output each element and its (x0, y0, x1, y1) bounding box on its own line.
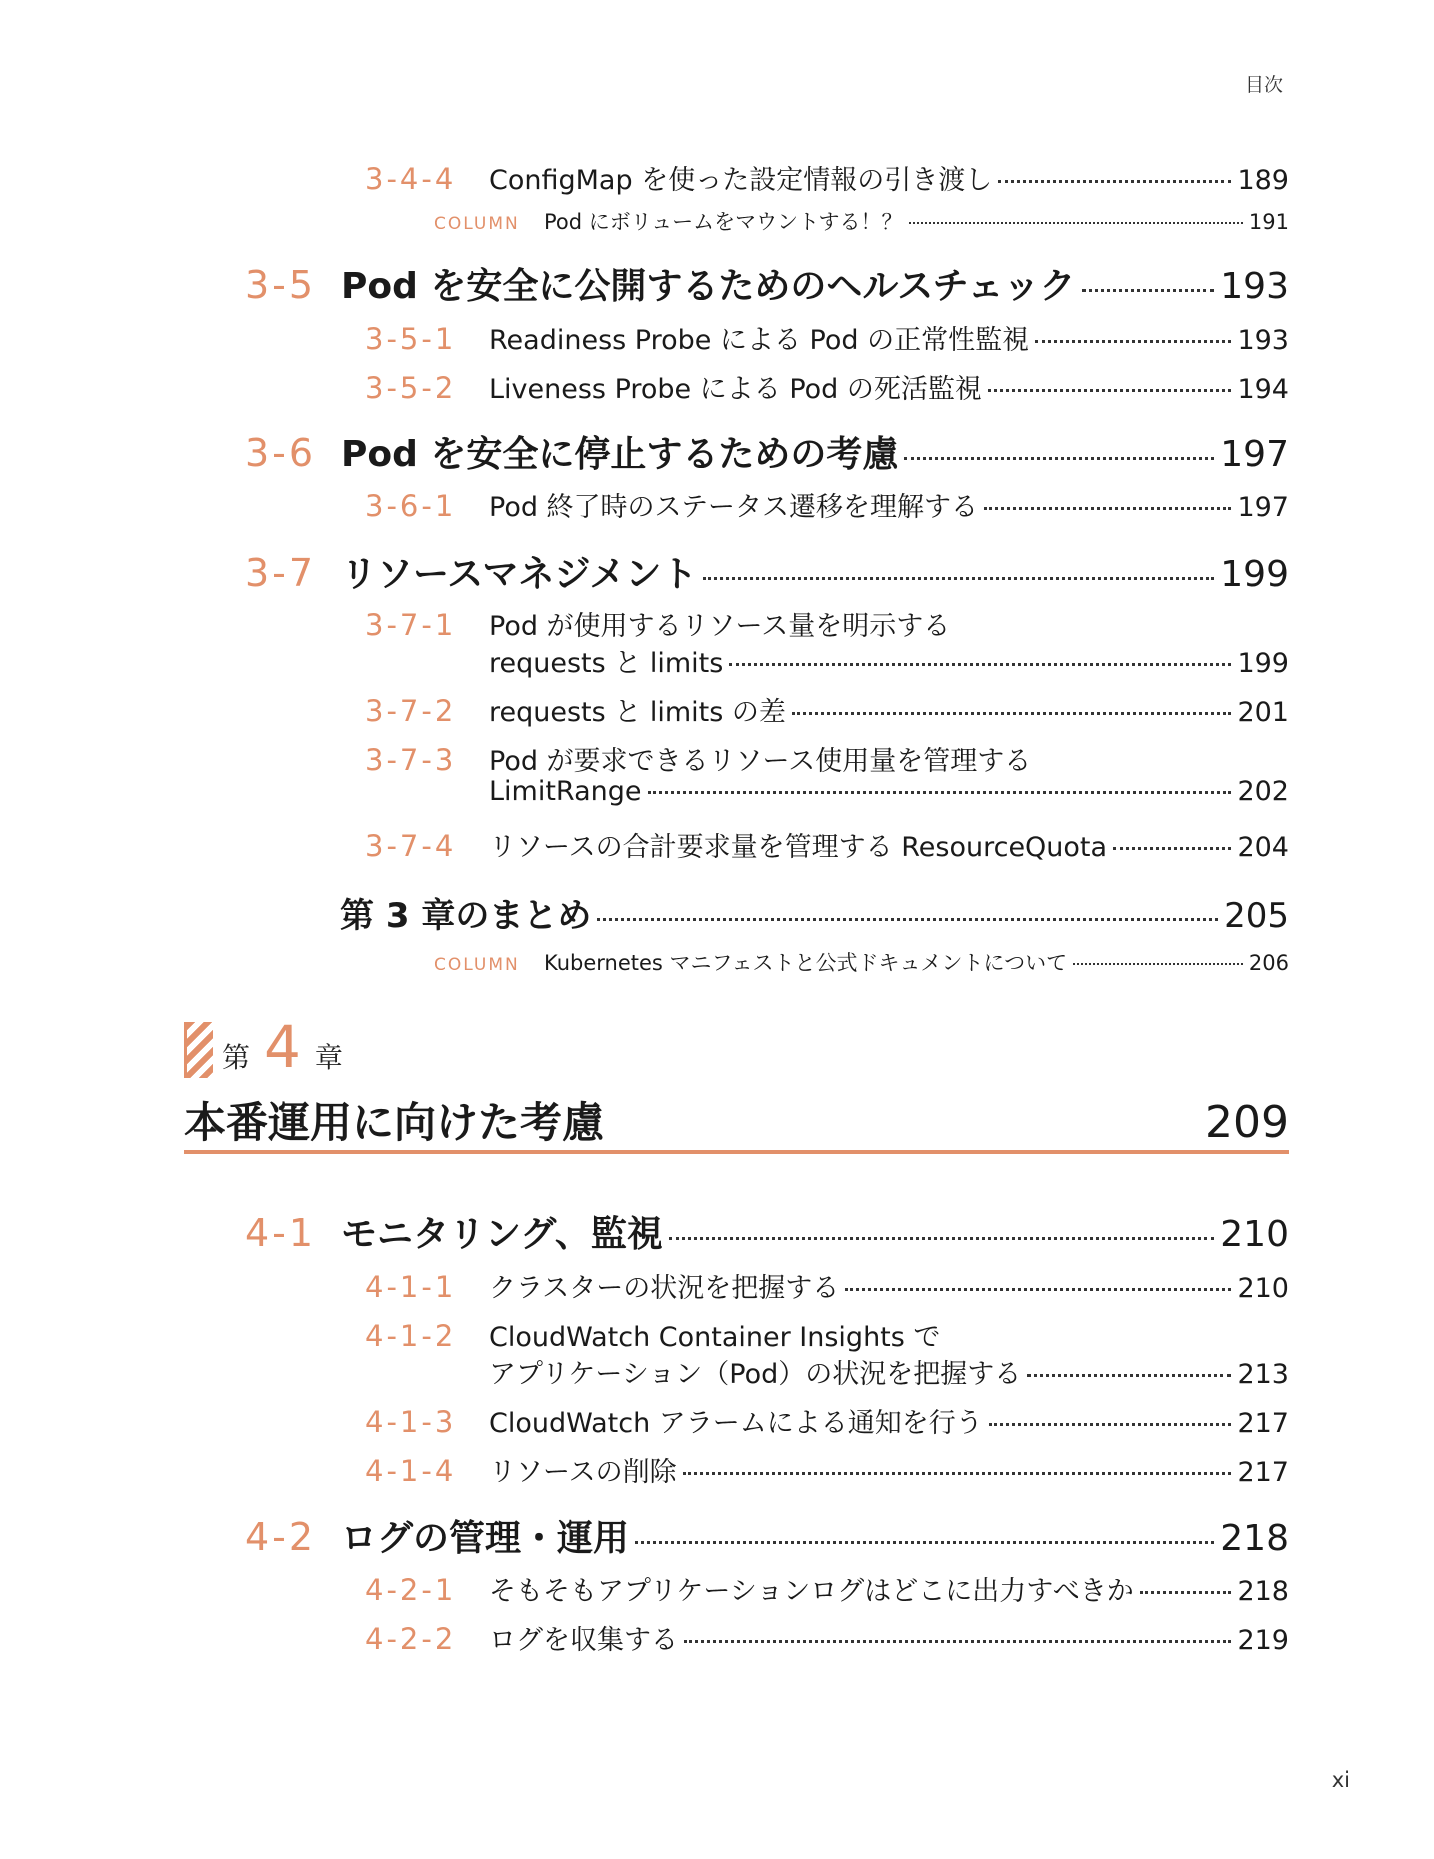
section-page: 199 (1220, 554, 1289, 595)
chapter-stripe-icon (184, 1022, 213, 1078)
entry-page: 194 (1237, 374, 1289, 405)
toc-entry-first-line[interactable] (365, 739, 1289, 778)
toc-section[interactable] (245, 1206, 1289, 1257)
dot-leader (729, 663, 1231, 666)
dot-leader (684, 1640, 1231, 1643)
entry-page: 191 (1248, 210, 1289, 234)
dot-leader (1113, 847, 1231, 850)
entry-number: 3-5-1 (365, 322, 457, 356)
entry-page: 206 (1248, 951, 1289, 975)
entry-title-continued: requests と limits (489, 648, 724, 679)
dot-leader (909, 222, 1243, 224)
column-label: COLUMN (434, 955, 520, 975)
dot-leader (792, 712, 1232, 715)
toc-entry[interactable] (365, 1450, 1289, 1489)
entry-page: 219 (1237, 1625, 1289, 1656)
entry-number: 4-2-2 (365, 1622, 457, 1656)
entry-title: requests と limits の差 (489, 697, 786, 728)
dot-leader (998, 180, 1231, 183)
dot-leader (683, 1472, 1232, 1475)
column-entry[interactable] (434, 206, 1289, 236)
entry-number: 4-1-3 (365, 1405, 457, 1439)
toc-section[interactable] (245, 258, 1289, 309)
toc-entry[interactable] (365, 1618, 1289, 1657)
entry-number: 3-7-2 (365, 694, 457, 728)
section-title: Pod を安全に停止するための考慮 (341, 434, 899, 475)
entry-number: 3-7-3 (365, 743, 457, 777)
toc-entry[interactable] (365, 158, 1289, 197)
entry-number: 4-1-1 (365, 1270, 457, 1304)
toc-entry[interactable] (365, 1266, 1289, 1305)
entry-number: 4-2-1 (365, 1573, 457, 1607)
section-number: 4-2 (245, 1515, 317, 1559)
entry-title: CloudWatch Container Insights で (489, 1322, 941, 1353)
entry-title: Liveness Probe による Pod の死活監視 (489, 374, 982, 405)
entry-title: そもそもアプリケーションログはどこに出力すべきか (489, 1576, 1134, 1607)
toc-entry-second-line[interactable] (489, 641, 1289, 680)
toc-entry[interactable] (365, 367, 1289, 406)
entry-title: CloudWatch アラームによる通知を行う (489, 1408, 983, 1439)
toc-entry[interactable] (365, 1401, 1289, 1440)
entry-number: 3-6-1 (365, 489, 457, 523)
dot-leader (648, 791, 1232, 794)
entry-title: クラスターの状況を把握する (489, 1273, 840, 1304)
entry-title-continued: アプリケーション（Pod）の状況を把握する (489, 1359, 1022, 1390)
column-entry[interactable] (434, 947, 1289, 977)
section-number: 3-7 (245, 551, 317, 595)
summary-title: 第 3 章のまとめ (340, 896, 592, 936)
entry-title: ログを収集する (489, 1625, 678, 1656)
entry-number: 4-1-2 (365, 1319, 457, 1353)
entry-number: 3-7-1 (365, 608, 457, 642)
section-number: 3-6 (245, 431, 317, 475)
entry-number: 3-4-4 (365, 162, 457, 196)
entry-title: リソースの合計要求量を管理する ResourceQuota (489, 832, 1108, 863)
section-page: 197 (1220, 434, 1289, 475)
chapter-number: 4 (264, 1013, 301, 1081)
toc-entry[interactable] (365, 1569, 1289, 1608)
dot-leader (669, 1237, 1214, 1240)
chapter-label (222, 1013, 343, 1081)
entry-page: 204 (1237, 832, 1289, 863)
entry-title: Readiness Probe による Pod の正常性監視 (489, 325, 1030, 356)
section-page: 210 (1220, 1214, 1289, 1255)
entry-page: 189 (1237, 165, 1289, 196)
toc-section[interactable] (245, 546, 1289, 597)
dot-leader (988, 389, 1232, 392)
entry-page: 193 (1237, 325, 1289, 356)
section-title: モニタリング、監視 (341, 1214, 663, 1255)
entry-title-continued: LimitRange (489, 776, 642, 807)
toc-entry-first-line[interactable] (365, 604, 1289, 643)
dot-leader (703, 577, 1214, 580)
section-title: Pod を安全に公開するためのヘルスチェック (341, 266, 1076, 307)
section-title: リソースマネジメント (341, 554, 698, 595)
dot-leader (1035, 340, 1231, 343)
section-title: ログの管理・運用 (341, 1518, 630, 1559)
chapter-summary-entry[interactable] (340, 888, 1289, 937)
entry-title: Pod が使用するリソース量を明示する (489, 611, 951, 642)
toc-entry[interactable] (365, 690, 1289, 729)
dot-leader (984, 507, 1231, 510)
section-page: 218 (1220, 1518, 1289, 1559)
section-number: 4-1 (245, 1211, 317, 1255)
entry-number: 4-1-4 (365, 1454, 457, 1488)
entry-number: 3-5-2 (365, 371, 457, 405)
chapter-heading[interactable] (184, 1090, 1289, 1150)
toc-section[interactable] (245, 1510, 1289, 1561)
chapter-page: 209 (1205, 1097, 1289, 1148)
entry-title: Pod が要求できるリソース使用量を管理する (489, 746, 1032, 777)
column-label: COLUMN (434, 214, 520, 234)
dot-leader (597, 918, 1218, 921)
running-header: 目次 (1244, 74, 1283, 96)
dot-leader (989, 1423, 1232, 1426)
page-number: xi (1331, 1768, 1350, 1792)
entry-page: 217 (1237, 1457, 1289, 1488)
dot-leader (635, 1541, 1214, 1544)
toc-section[interactable] (245, 426, 1289, 477)
dot-leader (1140, 1591, 1232, 1594)
summary-page: 205 (1224, 896, 1289, 936)
chapter-divider (184, 1150, 1289, 1154)
entry-title: リソースの削除 (489, 1457, 677, 1488)
entry-page: 210 (1237, 1273, 1289, 1304)
entry-title: Pod にボリュームをマウントする！？ (544, 210, 903, 234)
entry-title: Kubernetes マニフェストと公式ドキュメントについて (544, 951, 1068, 975)
dot-leader (904, 457, 1214, 460)
entry-page: 199 (1237, 648, 1289, 679)
entry-page: 218 (1237, 1576, 1289, 1607)
toc-entry[interactable] (365, 318, 1289, 357)
entry-page: 213 (1237, 1359, 1289, 1390)
chapter-suffix: 章 (314, 1041, 343, 1074)
dot-leader (1082, 289, 1215, 292)
entry-title: Pod 終了時のステータス遷移を理解する (489, 492, 979, 523)
entry-page: 197 (1237, 492, 1289, 523)
toc-entry-second-line[interactable] (489, 776, 1289, 807)
section-number: 3-5 (245, 263, 317, 307)
toc-entry-first-line[interactable] (365, 1315, 1289, 1354)
toc-entry[interactable] (365, 485, 1289, 524)
chapter-prefix: 第 (222, 1041, 251, 1074)
dot-leader (845, 1288, 1231, 1291)
toc-entry[interactable] (365, 825, 1289, 864)
entry-page: 217 (1237, 1408, 1289, 1439)
dot-leader (1073, 963, 1243, 965)
entry-page: 202 (1237, 776, 1289, 807)
entry-number: 3-7-4 (365, 829, 457, 863)
chapter-title: 本番運用に向けた考慮 (184, 1098, 605, 1147)
entry-page: 201 (1237, 697, 1289, 728)
dot-leader (1027, 1374, 1231, 1377)
toc-entry-second-line[interactable] (489, 1352, 1289, 1391)
section-page: 193 (1220, 266, 1289, 307)
entry-title: ConfigMap を使った設定情報の引き渡し (489, 165, 993, 196)
